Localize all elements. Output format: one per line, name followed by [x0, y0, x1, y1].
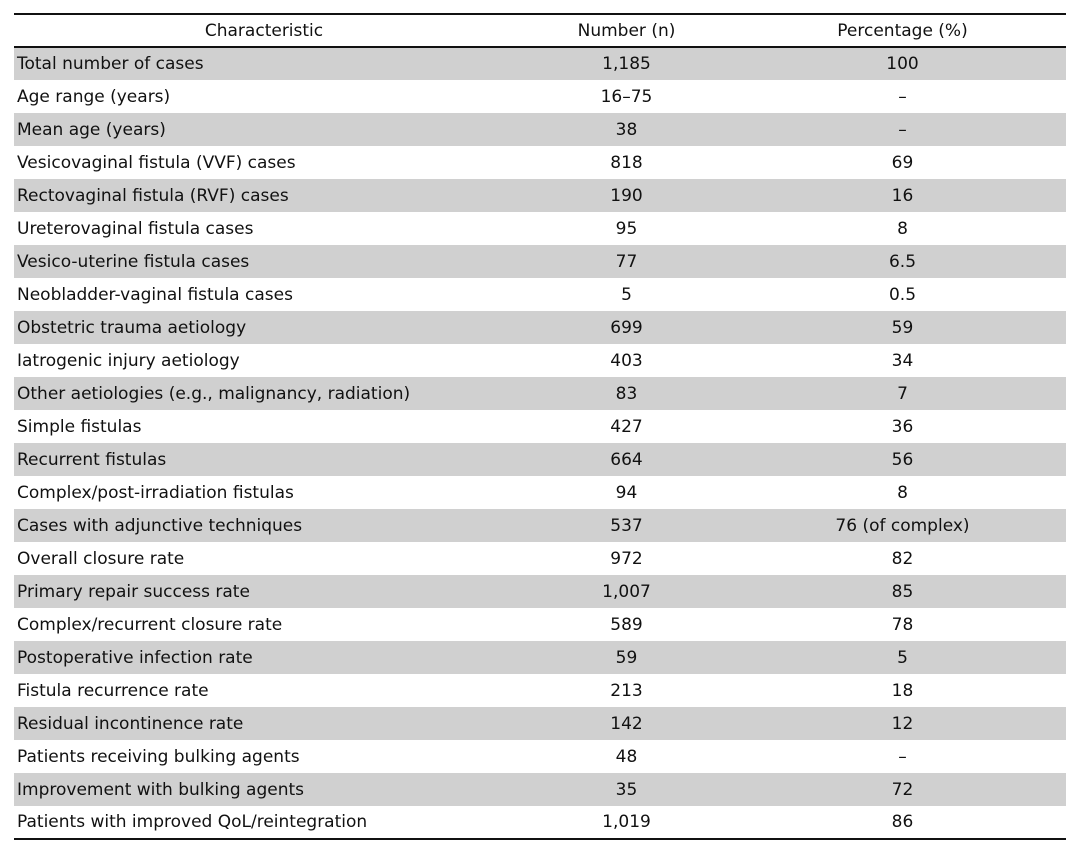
- cell-percentage: 6.5: [888, 251, 917, 272]
- header-characteristic: Characteristic: [204, 20, 324, 41]
- table-row: [14, 146, 1066, 179]
- cell-number: 664: [610, 449, 643, 470]
- cell-characteristic: Obstetric trauma aetiology: [17, 317, 247, 338]
- cell-characteristic: Residual incontinence rate: [17, 713, 244, 734]
- cell-number: 190: [610, 185, 643, 206]
- table-row: [14, 674, 1066, 707]
- cell-characteristic: Mean age (years): [17, 119, 166, 140]
- table-row: [14, 476, 1066, 509]
- cell-number: 83: [615, 383, 638, 404]
- cell-percentage: 69: [891, 152, 914, 173]
- table-row: [14, 773, 1066, 806]
- cell-number: 818: [610, 152, 643, 173]
- cell-percentage: 8: [897, 218, 908, 239]
- table-row: [14, 707, 1066, 740]
- table-row: [14, 443, 1066, 476]
- cell-percentage: 8: [897, 482, 908, 503]
- cell-percentage: 85: [891, 581, 914, 602]
- cell-number: 35: [615, 779, 638, 800]
- cell-number: 5: [621, 284, 632, 305]
- cell-characteristic: Iatrogenic injury aetiology: [17, 350, 240, 371]
- cell-number: 403: [610, 350, 643, 371]
- cell-number: 59: [615, 647, 638, 668]
- table-row: [14, 542, 1066, 575]
- cell-characteristic: Recurrent fistulas: [17, 449, 167, 470]
- table-row: [14, 179, 1066, 212]
- cell-characteristic: Fistula recurrence rate: [17, 680, 209, 701]
- cell-percentage: 16: [891, 185, 914, 206]
- cell-percentage: 76 (of complex): [835, 515, 970, 536]
- cell-characteristic: Complex/recurrent closure rate: [17, 614, 283, 635]
- cell-characteristic: Patients receiving bulking agents: [17, 746, 300, 767]
- cell-characteristic: Complex/post-irradiation fistulas: [17, 482, 294, 503]
- cell-percentage: 86: [891, 812, 914, 832]
- table-row: [14, 212, 1066, 245]
- table-row: [14, 311, 1066, 344]
- cell-percentage: 7: [897, 383, 908, 404]
- table-row: [14, 509, 1066, 542]
- cell-characteristic: Total number of cases: [17, 54, 204, 74]
- cell-number: 972: [610, 548, 643, 569]
- table-row: [14, 245, 1066, 278]
- cell-characteristic: Cases with adjunctive techniques: [17, 515, 303, 536]
- cell-number: 77: [615, 251, 638, 272]
- table-row: [14, 740, 1066, 773]
- cell-characteristic: Ureterovaginal fistula cases: [17, 218, 254, 239]
- header-number: Number (n): [577, 20, 676, 41]
- table-row: [14, 377, 1066, 410]
- cell-percentage: 34: [891, 350, 914, 371]
- cell-percentage: 72: [891, 779, 914, 800]
- cell-number: 589: [610, 614, 643, 635]
- cell-number: 213: [610, 680, 643, 701]
- table-row: [14, 410, 1066, 443]
- cell-percentage: –: [898, 746, 907, 767]
- table-row: [14, 344, 1066, 377]
- cell-percentage: 82: [891, 548, 914, 569]
- table-row: [14, 641, 1066, 674]
- characteristics-table: [14, 13, 1066, 840]
- cell-percentage: –: [898, 119, 907, 140]
- cell-percentage: 18: [891, 680, 914, 701]
- table-row: [14, 608, 1066, 641]
- table-row: [14, 806, 1066, 839]
- cell-percentage: 12: [891, 713, 914, 734]
- cell-percentage: 78: [891, 614, 914, 635]
- cell-characteristic: Neobladder-vaginal fistula cases: [17, 284, 293, 305]
- cell-percentage: 100: [886, 54, 919, 74]
- cell-percentage: 59: [891, 317, 914, 338]
- cell-percentage: 56: [891, 449, 914, 470]
- characteristics-table-container: [14, 13, 1066, 840]
- cell-characteristic: Other aetiologies (e.g., malignancy, radiation): [17, 383, 411, 404]
- cell-number: 142: [610, 713, 643, 734]
- cell-characteristic: Age range (years): [17, 86, 171, 107]
- cell-percentage: 36: [891, 416, 914, 437]
- cell-characteristic: Improvement with bulking agents: [17, 779, 305, 800]
- cell-characteristic: Rectovaginal fistula (RVF) cases: [17, 185, 289, 206]
- table-row: [14, 80, 1066, 113]
- cell-characteristic: Primary repair success rate: [17, 581, 250, 602]
- table-row: [14, 47, 1066, 80]
- cell-characteristic: Patients with improved QoL/reintegration: [17, 812, 368, 832]
- cell-number: 95: [615, 218, 638, 239]
- cell-characteristic: Simple fistulas: [17, 416, 142, 437]
- cell-number: 699: [610, 317, 643, 338]
- cell-number: 537: [610, 515, 643, 536]
- header-row: [14, 14, 1066, 47]
- cell-number: 1,019: [602, 812, 651, 832]
- table-header: [14, 14, 1066, 47]
- cell-percentage: –: [898, 86, 907, 107]
- cell-characteristic: Overall closure rate: [17, 548, 185, 569]
- cell-characteristic: Vesico-uterine fistula cases: [17, 251, 250, 272]
- cell-number: 427: [610, 416, 643, 437]
- table-row: [14, 113, 1066, 146]
- cell-percentage: 5: [897, 647, 908, 668]
- cell-characteristic: Vesicovaginal fistula (VVF) cases: [17, 152, 296, 173]
- table-row: [14, 278, 1066, 311]
- cell-number: 1,185: [602, 54, 651, 74]
- cell-number: 38: [615, 119, 638, 140]
- header-percentage: Percentage (%): [837, 20, 968, 41]
- cell-number: 16–75: [600, 86, 653, 107]
- cell-characteristic: Postoperative infection rate: [17, 647, 253, 668]
- cell-number: 94: [615, 482, 638, 503]
- cell-number: 1,007: [602, 581, 651, 602]
- table-body: [14, 47, 1066, 839]
- cell-number: 48: [615, 746, 638, 767]
- cell-percentage: 0.5: [888, 284, 917, 305]
- table-row: [14, 575, 1066, 608]
